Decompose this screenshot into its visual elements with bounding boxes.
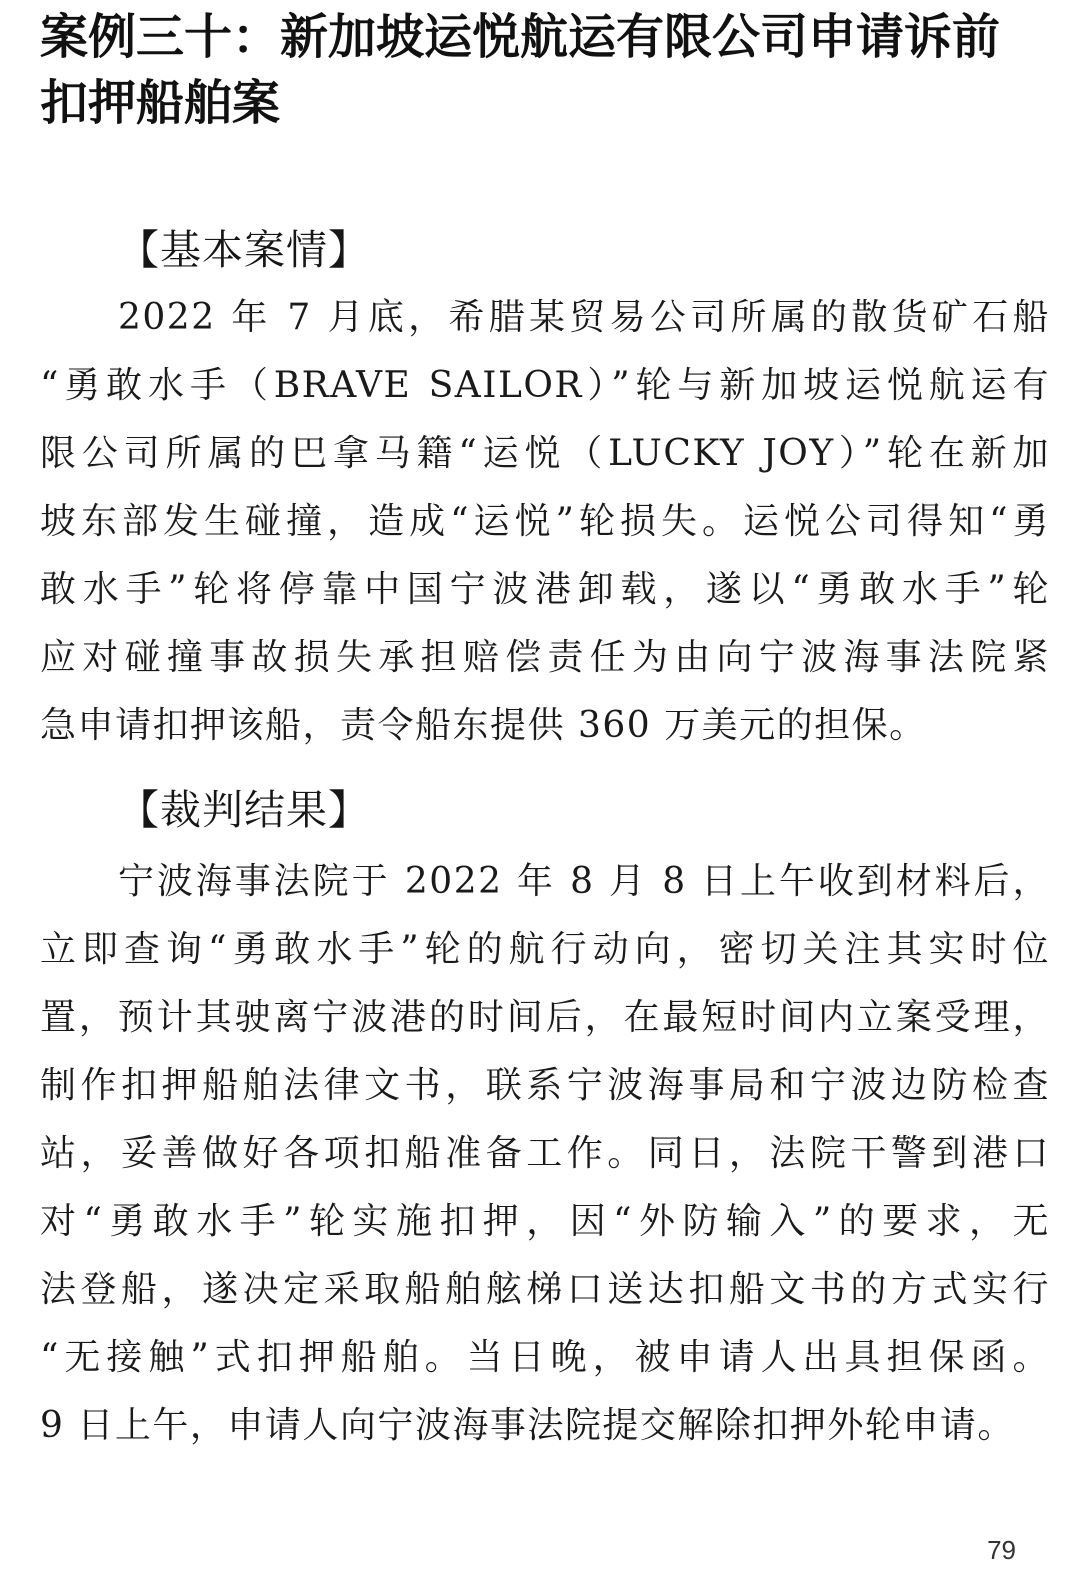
paragraph-line: “无接触”式扣押船舶。当日晚，被申请人出具担保函。 <box>40 1337 1050 1378</box>
paragraph-line: 限公司所属的巴拿马籍“运悦（LUCKY JOY）”轮在新加 <box>40 433 1050 474</box>
basic-facts-paragraph <box>40 284 1050 760</box>
paragraph-line: 法登船，遂决定采取船舶舷梯口送达扣船文书的方式实行 <box>40 1269 1050 1310</box>
paragraph-line: 制作扣押船舶法律文书，联系宁波海事局和宁波边防检查 <box>40 1065 1050 1106</box>
section-heading-basic-facts: 【基本案情】 <box>118 226 370 274</box>
case-title-line: 案例三十：新加坡运悦航运有限公司申请诉前 <box>40 9 1001 65</box>
paragraph-line: 9 日上午，申请人向宁波海事法院提交解除扣押外轮申请。 <box>40 1405 1015 1446</box>
paragraph-line: 站，妥善做好各项扣船准备工作。同日，法院干警到港口 <box>40 1133 1050 1174</box>
paragraph-line: 宁波海事法院于 2022 年 8 月 8 日上午收到材料后， <box>118 861 1050 902</box>
paragraph-line: 对“勇敢水手”轮实施扣押，因“外防输入”的要求，无 <box>40 1201 1050 1242</box>
paragraph-line: 2022 年 7 月底，希腊某贸易公司所属的散货矿石船 <box>118 297 1050 338</box>
paragraph-line: 应对碰撞事故损失承担赔偿责任为由向宁波海事法院紧 <box>40 637 1050 678</box>
paragraph-line: 立即查询“勇敢水手”轮的航行动向，密切关注其实时位 <box>40 929 1050 970</box>
paragraph-line: 急申请扣押该船，责令船东提供 360 万美元的担保。 <box>40 705 927 746</box>
judgment-result-paragraph <box>40 848 1050 1460</box>
paragraph-line: “勇敢水手（BRAVE SAILOR）”轮与新加坡运悦航运有 <box>40 365 1050 406</box>
page-number: 79 <box>987 1535 1016 1565</box>
section-heading-judgment-result: 【裁判结果】 <box>118 786 370 834</box>
case-title-line: 扣押船舶案 <box>40 75 281 131</box>
paragraph-line: 坡东部发生碰撞，造成“运悦”轮损失。运悦公司得知“勇 <box>40 501 1050 542</box>
case-title <box>40 4 1040 136</box>
paragraph-line: 敢水手”轮将停靠中国宁波港卸载，遂以“勇敢水手”轮 <box>40 569 1050 610</box>
paragraph-line: 置，预计其驶离宁波港的时间后，在最短时间内立案受理， <box>40 997 1050 1038</box>
